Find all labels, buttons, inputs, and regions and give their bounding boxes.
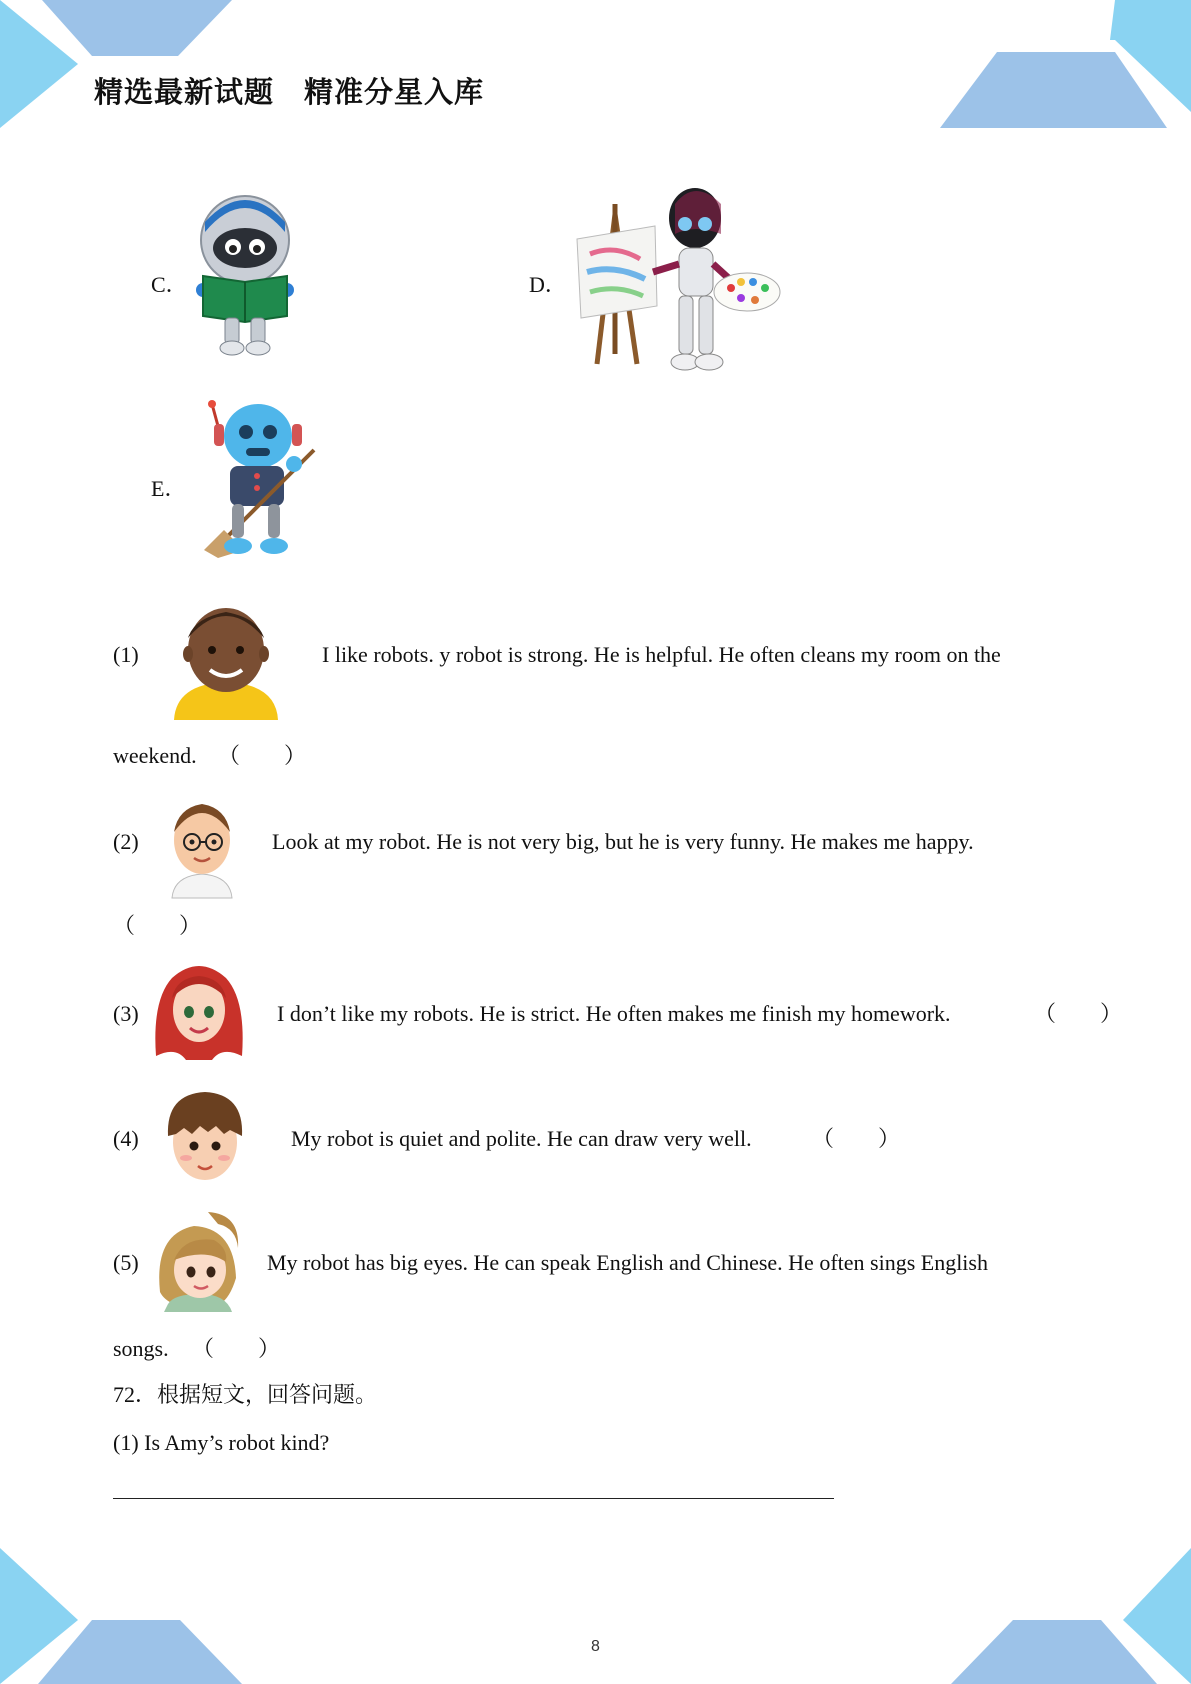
item-1-answer-blank[interactable]: （ ） xyxy=(218,743,307,768)
item-1-text-continued: weekend. xyxy=(113,743,197,768)
boy-bowl-cut-icon xyxy=(160,1086,250,1184)
header-title: 精选最新试题 精准分星入库 xyxy=(94,75,485,109)
corner-decoration-top-right xyxy=(935,0,1191,130)
corner-decoration-bottom-left xyxy=(0,1548,250,1684)
item-3-answer-blank[interactable]: （ ） xyxy=(1034,1001,1123,1026)
item-5-number: (5) xyxy=(113,1250,139,1275)
item-3-number: (3) xyxy=(113,1001,139,1026)
girl-red-hair-icon xyxy=(152,960,246,1060)
option-c-label: C． xyxy=(151,272,188,297)
item-1-number: (1) xyxy=(113,642,139,667)
item-4-text: My robot is quiet and polite. He can draw very well. xyxy=(291,1126,752,1151)
item-1-text: I like robots. y robot is strong. He is helpful. He often cleans my room on the xyxy=(322,642,1001,667)
option-d-label: D． xyxy=(529,272,567,297)
item-5-text-continued: songs. xyxy=(113,1336,169,1361)
robot-reading-book-icon xyxy=(195,192,299,358)
question-72-heading: 72．根据短文，回答问题。 xyxy=(113,1382,378,1407)
boy-yellow-hoodie-icon xyxy=(170,598,282,720)
item-4-number: (4) xyxy=(113,1126,139,1151)
item-5-answer-blank[interactable]: （ ） xyxy=(192,1336,281,1361)
item-3-text: I don’t like my robots. He is strict. He often makes me finish my homework. xyxy=(277,1001,951,1026)
corner-decoration-bottom-right xyxy=(941,1548,1191,1684)
item-2-number: (2) xyxy=(113,829,139,854)
answer-line[interactable] xyxy=(113,1498,834,1499)
girl-ponytail-icon xyxy=(154,1208,246,1312)
option-e-label: E． xyxy=(151,476,187,501)
item-2-answer-blank[interactable]: （ ） xyxy=(113,913,202,938)
item-4-answer-blank[interactable]: （ ） xyxy=(812,1126,901,1151)
boy-glasses-icon xyxy=(162,794,242,898)
item-2-text: Look at my robot. He is not very big, but he is very funny. He makes me happy. xyxy=(272,829,974,854)
question-72-sub-1: (1) Is Amy’s robot kind? xyxy=(113,1430,330,1455)
robot-sweeping-broom-icon xyxy=(204,400,320,560)
robot-painting-easel-icon xyxy=(575,184,780,379)
item-5-text: My robot has big eyes. He can speak English and Chinese. He often sings English xyxy=(267,1250,988,1275)
page-number: 8 xyxy=(591,1638,600,1655)
